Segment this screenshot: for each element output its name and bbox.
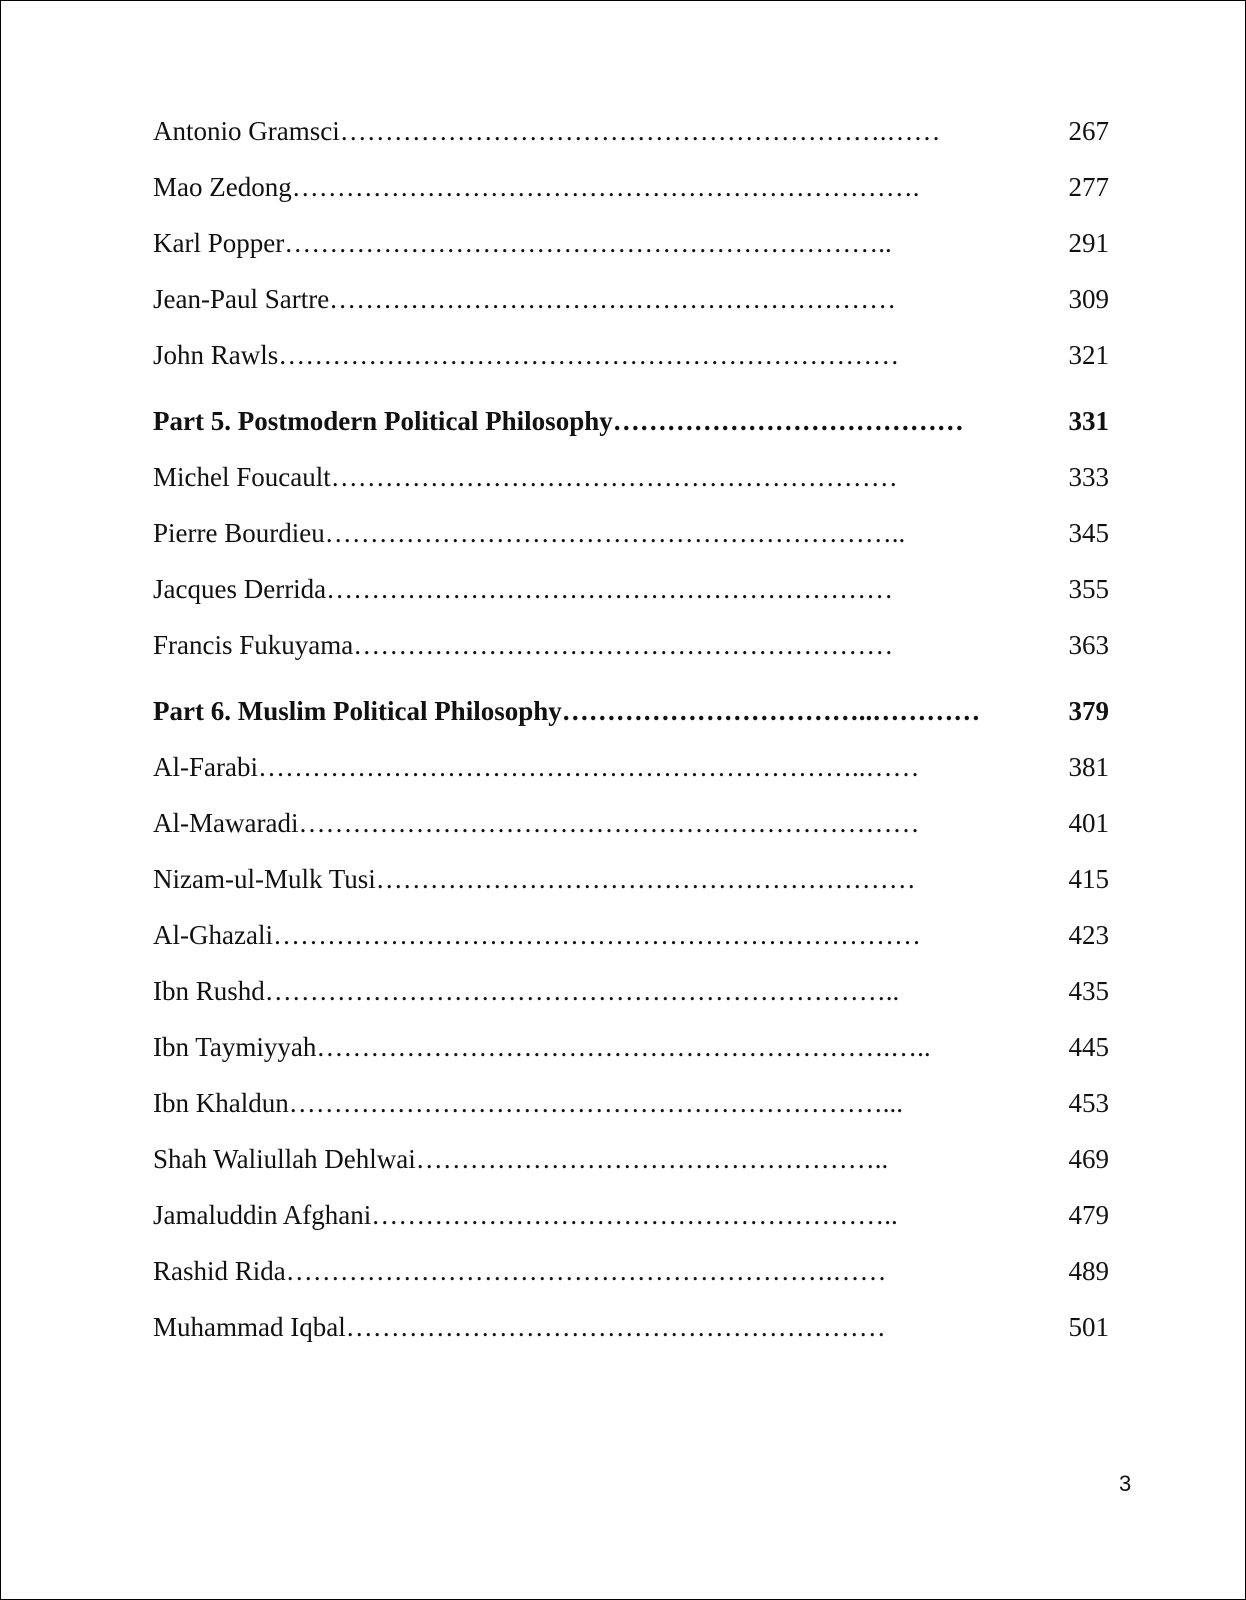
- toc-entry: [153, 1019, 1109, 1075]
- toc-entry-title: Shah Waliullah Dehlwai……………………………………………..: [153, 1144, 889, 1174]
- toc-entry-page: 469: [1068, 1144, 1109, 1174]
- toc-part-page: 331: [1068, 406, 1109, 436]
- toc-entry-title: Al-Mawaradi……………………………………………………………: [153, 808, 920, 838]
- toc-entry: [153, 159, 1109, 215]
- toc-entry-title: Ibn Rushd……………………………………………………………..: [153, 976, 900, 1006]
- toc-entry-page: 453: [1068, 1088, 1109, 1118]
- toc-entry-title: Karl Popper…………………………………………………………..: [153, 228, 892, 258]
- toc-entry-title: Al-Ghazali………………………………………………………………: [153, 920, 921, 950]
- toc-entry: [153, 1187, 1109, 1243]
- toc-part-title: Part 5. Postmodern Political Philosophy…………………………………: [153, 406, 964, 436]
- toc-entry: [153, 505, 1109, 561]
- toc-entry-title: Michel Foucault………………………………………………………: [153, 462, 898, 492]
- toc-entry-title: Francis Fukuyama……………………………………………………: [153, 630, 894, 660]
- toc-entry-page: 321: [1068, 340, 1109, 370]
- toc-entry-page: 309: [1068, 284, 1109, 314]
- toc-entry-title: Pierre Bourdieu………………………………………………………..: [153, 518, 906, 548]
- toc-entry-page: 277: [1068, 172, 1109, 202]
- toc-entry-page: 415: [1068, 864, 1109, 894]
- toc-entry: [153, 449, 1109, 505]
- table-of-contents: [153, 103, 1109, 1355]
- toc-entry: [153, 851, 1109, 907]
- toc-entry: [153, 327, 1109, 383]
- toc-part-heading: [153, 683, 1109, 739]
- toc-part-page: 379: [1068, 696, 1109, 726]
- toc-entry: [153, 215, 1109, 271]
- toc-entry-title: Nizam-ul-Mulk Tusi……………………………………………………: [153, 864, 916, 894]
- toc-entry-page: 445: [1068, 1032, 1109, 1062]
- toc-entry-title: Antonio Gramsci…………………………………………………….……: [153, 116, 941, 146]
- toc-entry-title: Rashid Rida…………………………………………………….……: [153, 1256, 887, 1286]
- toc-entry-title: Jacques Derrida………………………………………………………: [153, 574, 894, 604]
- toc-entry: [153, 963, 1109, 1019]
- toc-entry-page: 479: [1068, 1200, 1109, 1230]
- toc-entry-page: 423: [1068, 920, 1109, 950]
- toc-entry: [153, 795, 1109, 851]
- toc-entry-title: Ibn Taymiyyah……………………………………………………….…..: [153, 1032, 931, 1062]
- toc-entry: [153, 739, 1109, 795]
- toc-entry: [153, 103, 1109, 159]
- toc-entry-page: 355: [1068, 574, 1109, 604]
- toc-entry-title: Muhammad Iqbal……………………………………………………: [153, 1312, 886, 1342]
- toc-entry-page: 291: [1068, 228, 1109, 258]
- toc-entry: [153, 617, 1109, 673]
- toc-entry: [153, 907, 1109, 963]
- toc-entry: [153, 561, 1109, 617]
- toc-entry-page: 333: [1068, 462, 1109, 492]
- page-number: 3: [1119, 1471, 1132, 1496]
- toc-entry-page: 435: [1068, 976, 1109, 1006]
- toc-entry-page: 267: [1068, 116, 1109, 146]
- toc-entry-title: Al-Farabi…………………………………………………………..……: [153, 752, 920, 782]
- toc-entry-page: 381: [1068, 752, 1109, 782]
- toc-part-title: Part 6. Muslim Political Philosophy……………………………..…………: [153, 696, 981, 726]
- toc-entry-page: 489: [1068, 1256, 1109, 1286]
- toc-entry-page: 345: [1068, 518, 1109, 548]
- toc-entry: [153, 1131, 1109, 1187]
- toc-entry-title: Mao Zedong…………………………………………………………….: [153, 172, 920, 202]
- toc-entry: [153, 271, 1109, 327]
- toc-entry-page: 501: [1068, 1312, 1109, 1342]
- toc-entry-title: Jamaluddin Afghani…………………………………………………..: [153, 1200, 898, 1230]
- toc-entry-page: 401: [1068, 808, 1109, 838]
- toc-entry: [153, 1243, 1109, 1299]
- toc-entry: [153, 1075, 1109, 1131]
- toc-entry-title: Ibn Khaldun…………………………………………………………...: [153, 1088, 903, 1118]
- toc-entry: [153, 1299, 1109, 1355]
- toc-entry-title: John Rawls……………………………………………………………: [153, 340, 900, 370]
- toc-part-heading: [153, 393, 1109, 449]
- toc-entry-title: Jean-Paul Sartre………………………………………………………: [153, 284, 897, 314]
- toc-entry-page: 363: [1068, 630, 1109, 660]
